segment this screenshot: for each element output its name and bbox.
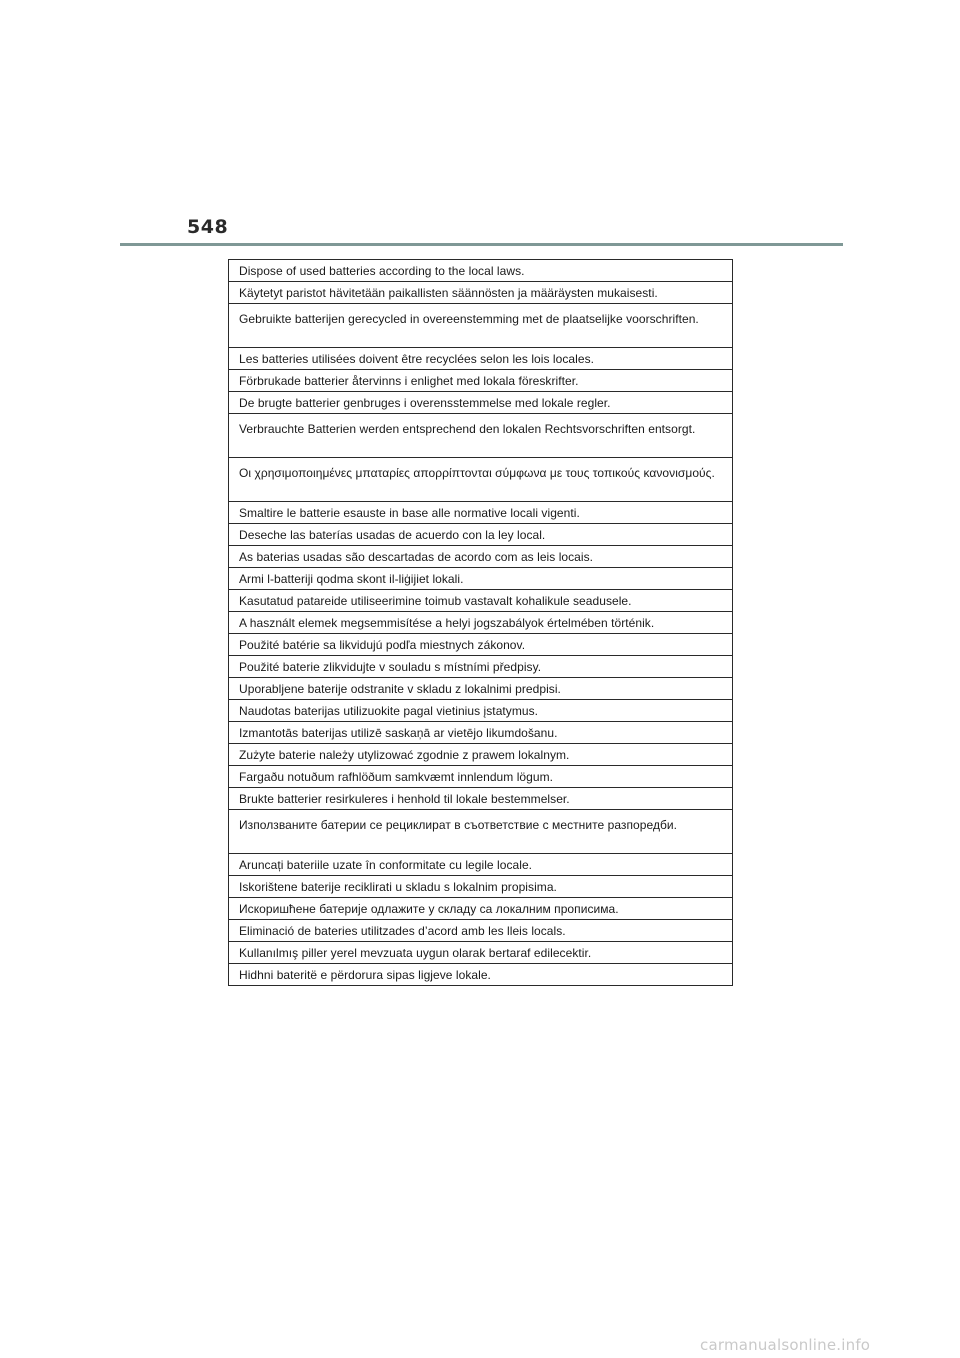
table-row: Fargaðu notuðum rafhlöðum samkvæmt innlendum lögum. <box>229 766 732 788</box>
table-row: Brukte batterier resirkuleres i henhold til lokale bestemmelser. <box>229 788 732 810</box>
table-row: Izmantotās baterijas utilizē saskaņā ar vietējo likumdošanu. <box>229 722 732 744</box>
table-row: Deseche las baterías usadas de acuerdo con la ley local. <box>229 524 732 546</box>
table-row: Gebruikte batterijen gerecycled in overeenstemming met de plaatselijke voorschriften. <box>229 304 732 348</box>
table-row: Eliminació de bateries utilitzades d’acord amb les lleis locals. <box>229 920 732 942</box>
table-row: Uporabljene baterije odstranite v skladu z lokalnimi predpisi. <box>229 678 732 700</box>
table-row: Искоришћене батерије одлажите у складу са локалним прописима. <box>229 898 732 920</box>
table-row: As baterias usadas são descartadas de acordo com as leis locais. <box>229 546 732 568</box>
watermark-link[interactable]: carmanualsonline.info <box>700 1336 871 1354</box>
table-row: Zużyte baterie należy utylizować zgodnie z prawem lokalnym. <box>229 744 732 766</box>
table-row: Οι χρησιμοποιημένες μπαταρίες απορρίπτονται σύμφωνα με τους τοπικούς κανονισμούς. <box>229 458 732 502</box>
table-row: Použité baterie zlikvidujte v souladu s místními předpisy. <box>229 656 732 678</box>
battery-disposal-table <box>228 259 733 986</box>
table-row: Dispose of used batteries according to the local laws. <box>229 260 732 282</box>
table-row: Použité batérie sa likvidujú podľa miestnych zákonov. <box>229 634 732 656</box>
header-rule <box>120 243 843 246</box>
table-row: Naudotas baterijas utilizuokite pagal vietinius įstatymus. <box>229 700 732 722</box>
table-row: De brugte batterier genbruges i overensstemmelse med lokale regler. <box>229 392 732 414</box>
page-number: 548 <box>187 216 229 238</box>
table-row: Kasutatud patareide utiliseerimine toimub vastavalt kohalikule seadusele. <box>229 590 732 612</box>
table-row: A használt elemek megsemmisítése a helyi jogszabályok értelmében történik. <box>229 612 732 634</box>
table-row: Използваните батерии се рециклират в съответствие с местните разпоредби. <box>229 810 732 854</box>
table-row: Verbrauchte Batterien werden entsprechend den lokalen Rechtsvorschriften entsorgt. <box>229 414 732 458</box>
table-row: Aruncați bateriile uzate în conformitate cu legile locale. <box>229 854 732 876</box>
table-row: Käytetyt paristot hävitetään paikallisten säännösten ja määräysten mukaisesti. <box>229 282 732 304</box>
table-row: Förbrukade batterier återvinns i enlighet med lokala föreskrifter. <box>229 370 732 392</box>
table-row: Hidhni bateritë e përdorura sipas ligjeve lokale. <box>229 964 732 986</box>
table-row: Iskorištene baterije reciklirati u skladu s lokalnim propisima. <box>229 876 732 898</box>
table-row: Les batteries utilisées doivent être recyclées selon les lois locales. <box>229 348 732 370</box>
table-row: Kullanılmış piller yerel mevzuata uygun olarak bertaraf edilecektir. <box>229 942 732 964</box>
table-row: Smaltire le batterie esauste in base alle normative locali vigenti. <box>229 502 732 524</box>
table-row: Armi l-batteriji qodma skont il-liġijiet lokali. <box>229 568 732 590</box>
